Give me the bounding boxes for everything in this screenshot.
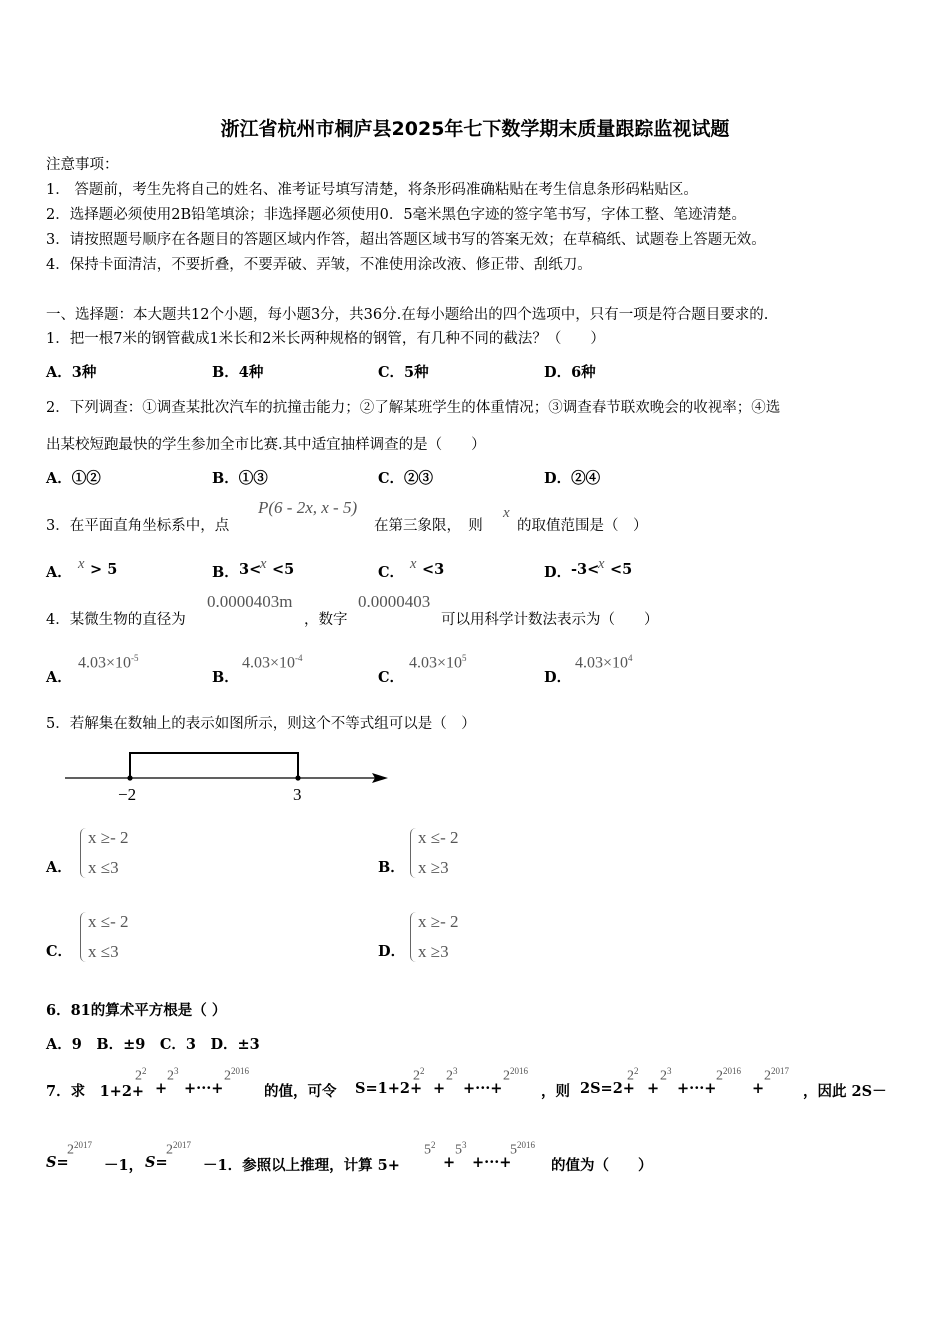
q4-label-a: A． [46,669,72,686]
q7-power-2-2017: $2^{2017}$ [67,1140,92,1158]
notice-heading: 注意事项： [46,157,119,173]
q2-stem-line1: 2．下列调查：①调查某批次汽车的抗撞击能力；②了解某班学生的体重情况；③调查春节联欢晚会的收视率；④选 [46,400,781,416]
q5-b-line1: x ≤- 2 [418,828,459,847]
section-heading: 一、选择题：本大题共12个小题，每小题3分，共36分.在每小题给出的四个选项中，只有一项是符合题目要求的. [46,307,769,323]
q3-d-var: x [598,556,605,572]
q7-s-eq: S= [46,1154,69,1171]
q3-a-rel: > 5 [90,561,118,578]
q7-tail: 的值为（ ） [551,1157,653,1174]
q3-stem-c: 的取值范围是（ ） [517,518,648,534]
q1-option-c: C．5种 [378,364,429,381]
q7-plus: + [752,1080,765,1097]
q7-power-2-3: $2^3$ [446,1066,458,1084]
q3-stem-b: 在第三象限， 则 [374,518,483,534]
q7-minus1a: －1， [104,1157,144,1174]
notice-item: 2．选择题必须使用2B铅笔填涂；非选择题必须使用0．5毫米黑色字迹的签字笔书写，字体工整、笔迹清楚。 [46,207,747,223]
q4-label-b: B． [212,669,239,686]
brace-icon [80,912,88,962]
q7-plus: + [443,1154,456,1171]
q7-power-5-2016: $5^{2016}$ [510,1140,535,1158]
q7-power-2-2016: $2^{2016}$ [503,1066,528,1084]
q7-part1: 7．求 1+2+ [46,1083,145,1100]
q7-minus1b: －1．参照以上推理，计算 5+ [203,1157,400,1174]
q2-option-a: A．①② [46,470,101,487]
q7-part2: 的值，可令 [264,1083,337,1100]
q1-stem: 1．把一根7米的钢管截成1米长和2米长两种规格的钢管，有几种不同的截法？（ ） [46,331,605,347]
q7-power-2-2: $2^2$ [627,1066,639,1084]
q3-d-left: -3< [571,561,600,578]
q7-power-2-2017: $2^{2017}$ [764,1066,789,1084]
q1-option-a: A．3种 [46,364,97,381]
q7-power-5-2: $5^2$ [424,1140,436,1158]
point-neg2 [127,775,132,780]
q3-d-right: <5 [610,561,633,578]
q4-diameter: 0.0000403m [207,592,293,611]
q7-plus: + [647,1080,660,1097]
q7-power-2-2: $2^2$ [135,1066,147,1084]
q5-label-b: B． [378,859,405,876]
q5-c-line1: x ≤- 2 [88,912,129,931]
q5-label-d: D． [378,943,406,960]
q5-stem: 5．若解集在数轴上的表示如图所示，则这个不等式组可以是（ ） [46,716,476,732]
q7-power-2-2: $2^2$ [413,1066,425,1084]
q7-part5: 2S=2+ [580,1080,635,1097]
q5-label-c: C． [46,943,73,960]
q3-b-right: <5 [272,561,295,578]
q4-option-d: $4.03\times 10^4$ [575,653,633,672]
q7-s-eq2: S= [145,1154,168,1171]
q4-option-a: $4.03\times 10^{-5}$ [78,653,139,672]
q7-power-2-2016: $2^{2016}$ [716,1066,741,1084]
q7-dots: +···+ [463,1080,503,1097]
axis-label-3: 3 [293,785,302,804]
q3-label-a: A． [46,564,72,581]
q7-dots: +···+ [677,1080,717,1097]
q7-power-2-3: $2^3$ [660,1066,672,1084]
notice-item: 4．保持卡面清洁，不要折叠，不要弄破、弄皱，不准使用涂改液、修正带、刮纸刀。 [46,257,592,273]
q7-dots: +···+ [184,1080,224,1097]
number-line-figure [60,745,395,805]
q7-power-2-2017: $2^{2017}$ [166,1140,191,1158]
q3-stem-a: 3．在平面直角坐标系中，点 [46,518,230,534]
q7-power-2-3: $2^3$ [167,1066,179,1084]
q7-part3: S=1+2+ [355,1080,423,1097]
q1-option-d: D．6种 [544,364,596,381]
q7-power-2-2016: $2^{2016}$ [224,1066,249,1084]
q3-c-var: x [410,556,417,572]
q3-b-var: x [260,556,267,572]
solution-bracket [130,753,298,778]
notice-item: 3．请按照题号顺序在各题目的答题区域内作答，超出答题区域书写的答案无效；在草稿纸、试题卷上答题无效。 [46,232,766,248]
q4-option-b: $4.03\times 10^{-4}$ [242,653,303,672]
q2-option-c: C．②③ [378,470,434,487]
q5-label-a: A． [46,859,72,876]
q4-label-d: D． [544,669,572,686]
q4-stem-b: ，数字 [304,612,348,628]
q3-label-c: C． [378,564,405,581]
q3-c-rel: <3 [422,561,445,578]
q3-var-x: x [503,505,510,521]
q4-number: 0.0000403 [358,592,431,611]
q7-part6: ，因此 2S－ [803,1083,887,1100]
q7-plus: + [155,1080,168,1097]
q5-d-line2: x ≥3 [418,942,449,961]
brace-icon [410,828,418,878]
q3-b-left: 3< [239,561,262,578]
q7-part4: ，则 [541,1083,570,1100]
brace-icon [80,828,88,878]
brace-icon [410,912,418,962]
q3-label-d: D． [544,564,572,581]
q5-a-line2: x ≤3 [88,858,119,877]
page-title: 浙江省杭州市桐庐县2025年七下数学期末质量跟踪监视试题 [220,118,730,140]
notice-item: 1． 答题前，考生先将自己的姓名、准考证号填写清楚，将条形码准确粘贴在考生信息条形码粘贴区。 [46,182,698,198]
q3-label-b: B． [212,564,239,581]
q4-label-c: C． [378,669,405,686]
q3-point-expr: P(6 - 2x, x - 5) [258,498,358,517]
q2-stem-line2: 出某校短跑最快的学生参加全市比赛.其中适宜抽样调查的是（ ） [46,437,486,453]
q7-power-5-3: $5^3$ [455,1140,467,1158]
q5-a-line1: x ≥- 2 [88,828,129,847]
q6-options: A．9 B．±9 C．3 D．±3 [46,1036,260,1053]
q5-d-line1: x ≥- 2 [418,912,459,931]
q7-dots: +···+ [472,1154,512,1171]
q2-option-d: D．②④ [544,470,601,487]
q6-stem: 6．81的算术平方根是（ ） [46,1002,227,1019]
q7-plus: + [433,1080,446,1097]
q4-option-c: $4.03\times 10^5$ [409,653,467,672]
q3-a-var: x [78,556,85,572]
q4-stem-a: 4．某微生物的直径为 [46,612,186,628]
q4-stem-c: 可以用科学计数法表示为（ ） [441,612,659,628]
axis-label-neg2: −2 [118,785,137,804]
q1-option-b: B．4种 [212,364,264,381]
point-3 [295,775,300,780]
q5-b-line2: x ≥3 [418,858,449,877]
q5-c-line2: x ≤3 [88,942,119,961]
q2-option-b: B．①③ [212,470,268,487]
